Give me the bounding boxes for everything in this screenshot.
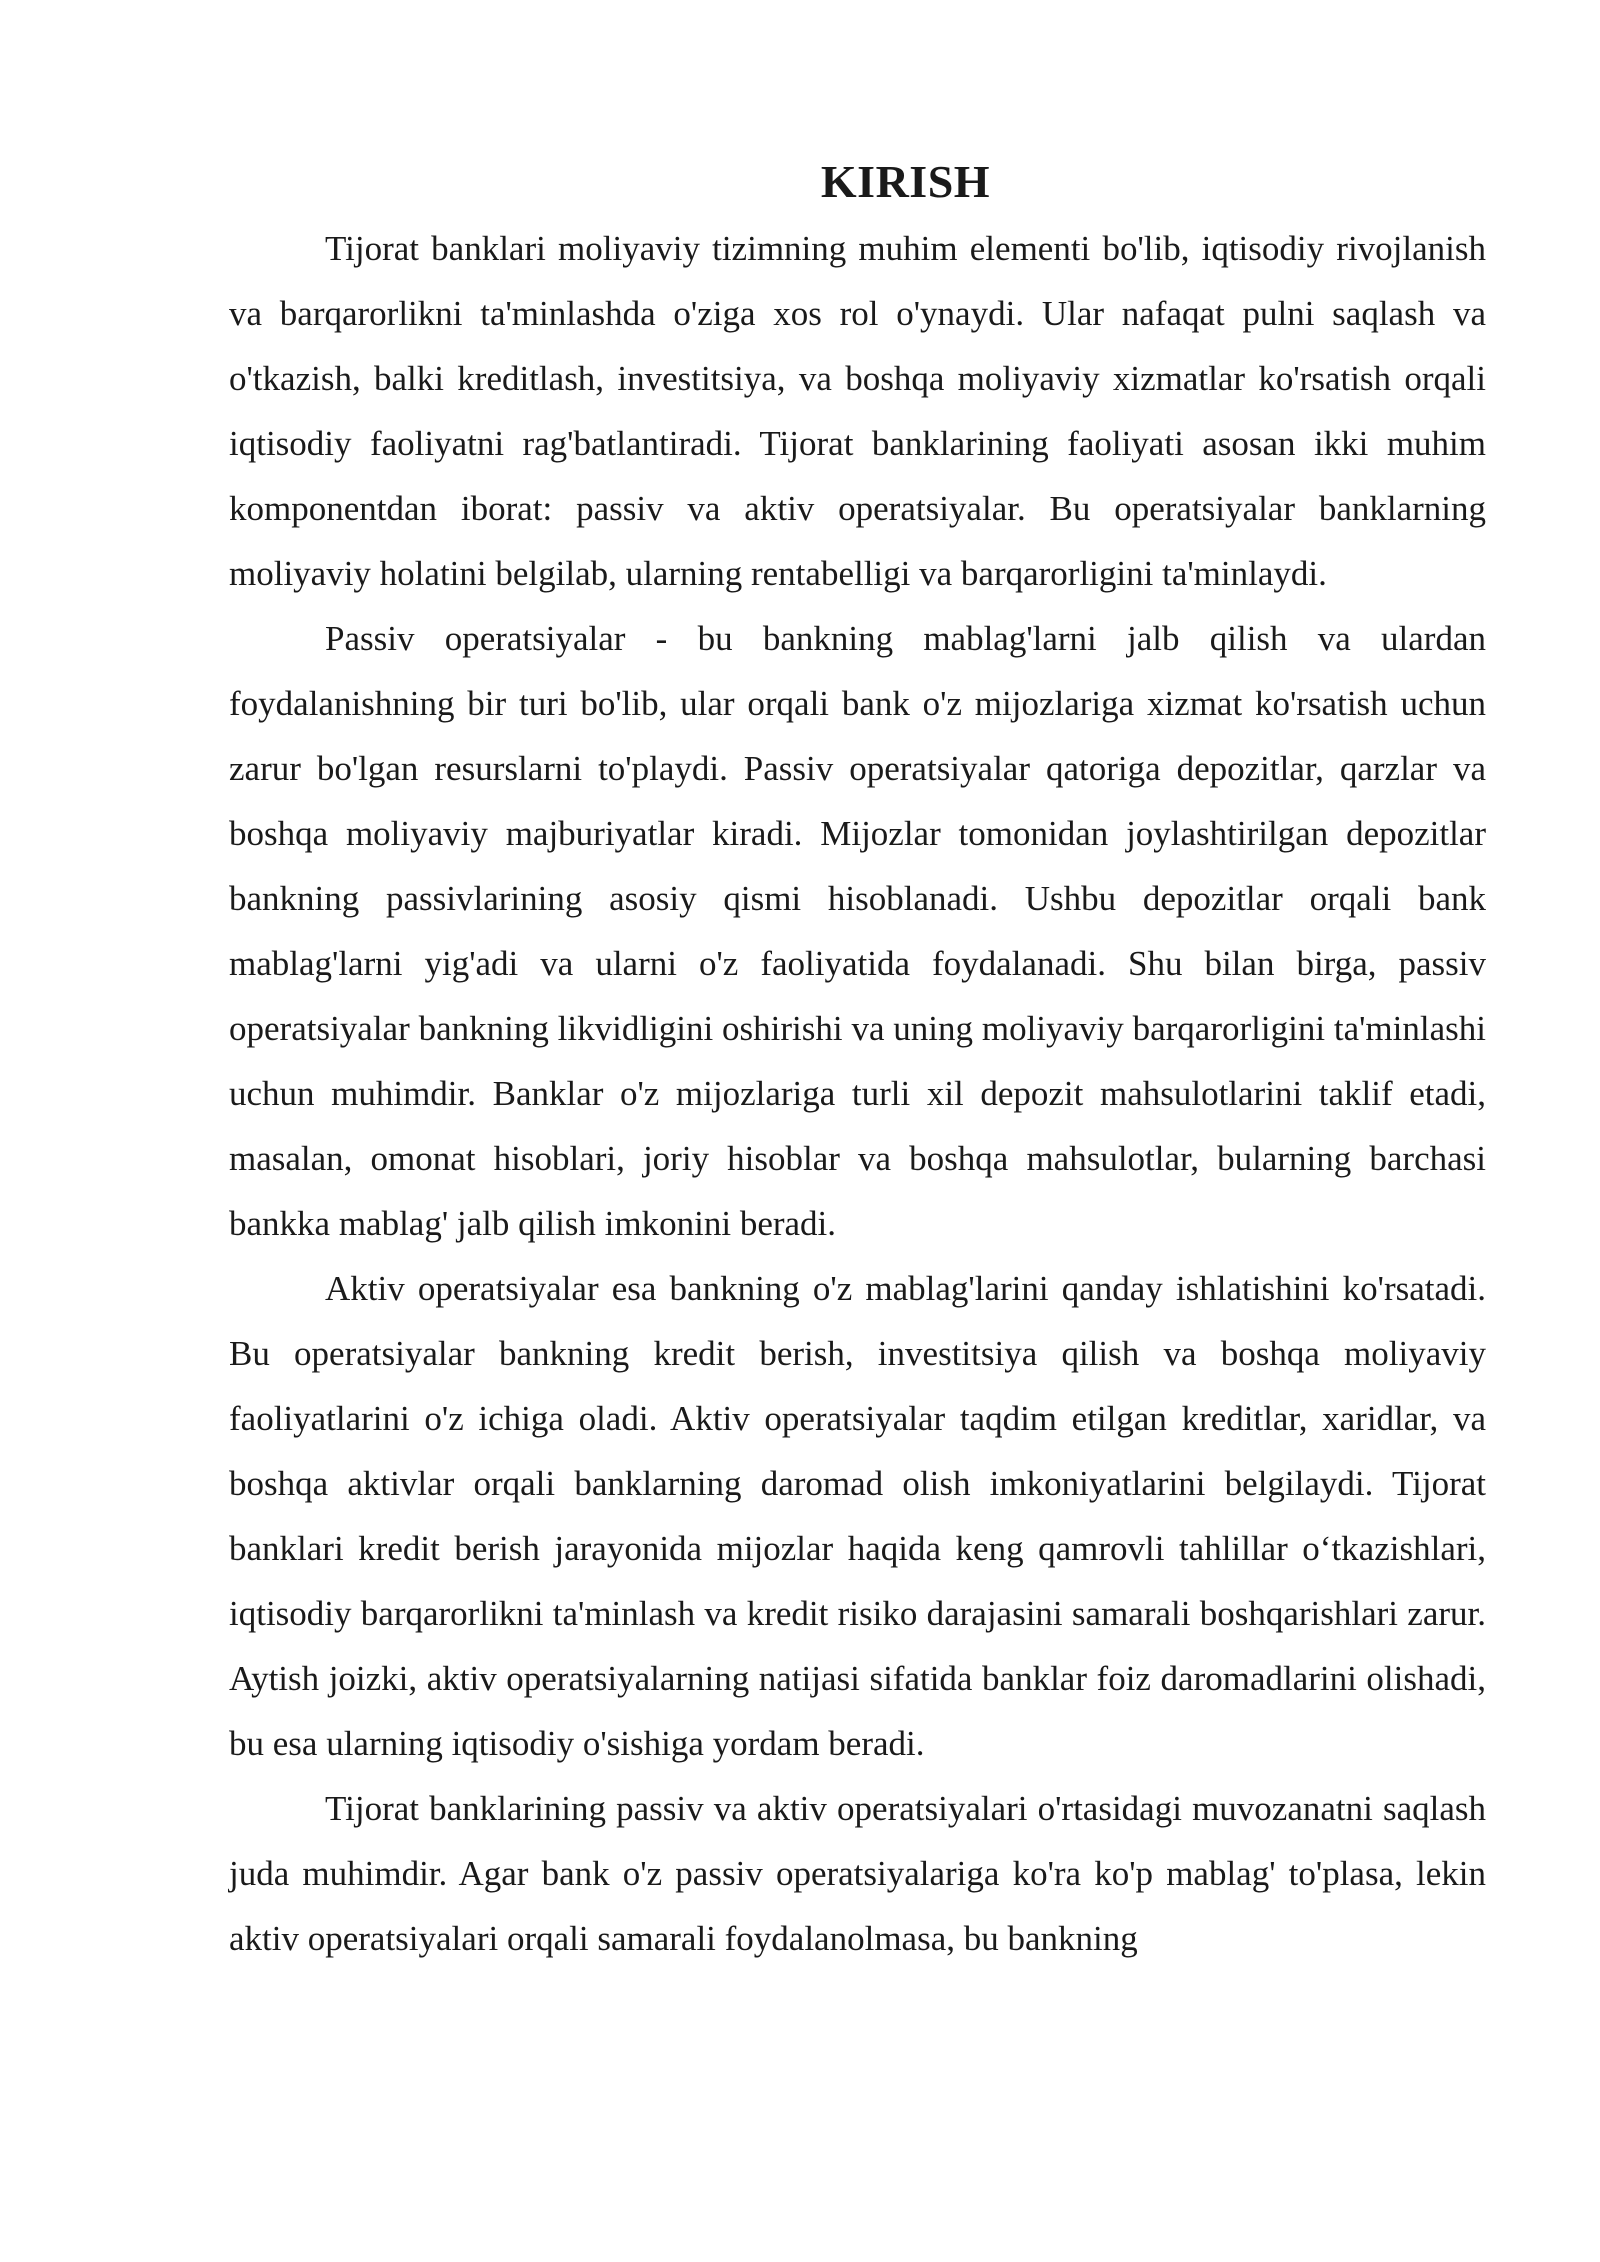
- document-body: [229, 150, 1486, 1971]
- paragraph-3: Aktiv operatsiyalar esa bankning o'z mablag'larini qanday ishlatishini ko'rsatadi. Bu operatsiyalar bankning kredit berish, investitsiya qilish va boshqa moliyaviy faoliyatlarini o'z ichiga oladi. Aktiv operatsiyalar taqdim etilgan kreditlar, xaridlar, va boshqa aktivlar orqali banklarning daromad olish imkoniyatlarini belgilaydi. Tijorat banklari kredit berish jarayonida mijozlar haqida keng qamrovli tahlillar o‘tkazishlari, iqtisodiy barqarorlikni ta'minlash va kredit risiko darajasini samarali boshqarishlari zarur. Aytish joizki, aktiv operatsiyalarning natijasi sifatida banklar foiz daromadlarini olishadi, bu esa ularning iqtisodiy o'sishiga yordam beradi.: [229, 1269, 1486, 1763]
- page-title: KIRISH: [820, 156, 991, 207]
- paragraph-2: Passiv operatsiyalar - bu bankning mablag'larni jalb qilish va ulardan foydalanishning bir turi bo'lib, ular orqali bank o'z mijozlariga xizmat ko'rsatish uchun zarur bo'lgan resurslarni to'playdi. Passiv operatsiyalar qatoriga depozitlar, qarzlar va boshqa moliyaviy majburiyatlar kiradi. Mijozlar tomonidan joylashtirilgan depozitlar bankning passivlarining asosiy qismi hisoblanadi. Ushbu depozitlar orqali bank mablag'larni yig'adi va ularni o'z faoliyatida foydalanadi. Shu bilan birga, passiv operatsiyalar bankning likvidligini oshirishi va uning moliyaviy barqarorligini ta'minlashi uchun muhimdir. Banklar o'z mijozlariga turli xil depozit mahsulotlarini taklif etadi, masalan, omonat hisoblari, joriy hisoblar va boshqa mahsulotlar, bularning barchasi bankka mablag' jalb qilish imkonini beradi.: [229, 619, 1486, 1243]
- paragraph-1: Tijorat banklari moliyaviy tizimning muhim elementi bo'lib, iqtisodiy rivojlanish va barqarorlikni ta'minlashda o'ziga xos rol o'ynaydi. Ular nafaqat pulni saqlash va o'tkazish, balki kreditlash, investitsiya, va boshqa moliyaviy xizmatlar ko'rsatish orqali iqtisodiy faoliyatni rag'batlantiradi. Tijorat banklarining faoliyati asosan ikki muhim komponentdan iborat: passiv va aktiv operatsiyalar. Bu operatsiyalar banklarning moliyaviy holatini belgilab, ularning rentabelligi va barqarorligini ta'minlaydi.: [229, 229, 1486, 593]
- paragraph-4: Tijorat banklarining passiv va aktiv operatsiyalari o'rtasidagi muvozanatni saqlash juda muhimdir. Agar bank o'z passiv operatsiyalariga ko'ra ko'p mablag' to'plasa, lekin aktiv operatsiyalari orqali samarali foydalanolmasa, bu bankning: [229, 1789, 1486, 1958]
